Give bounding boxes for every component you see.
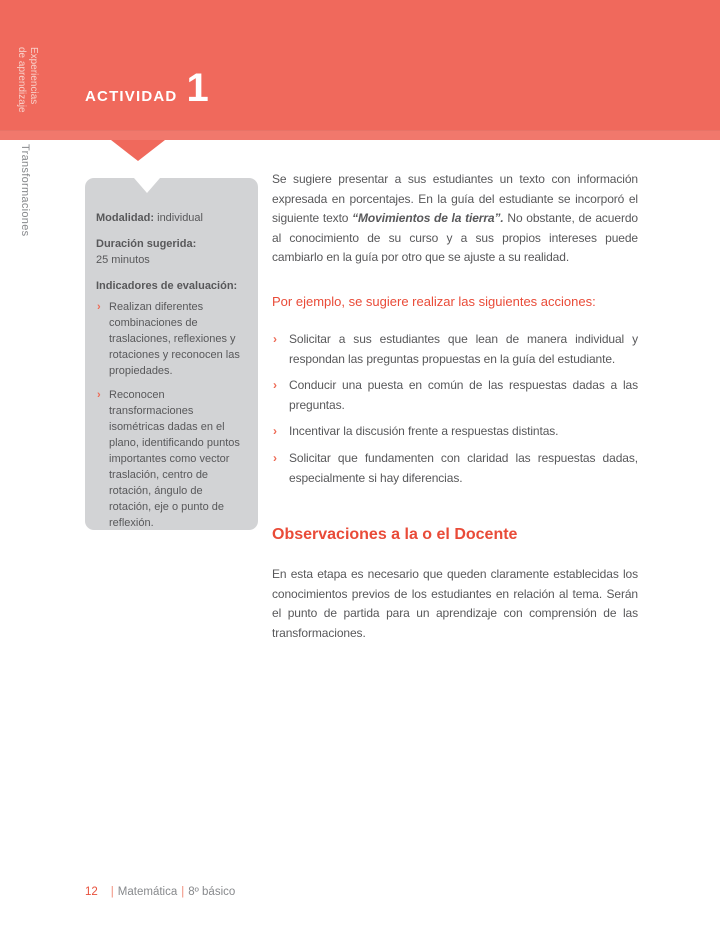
action-text: Conducir una puesta en común de las respuestas dadas a las preguntas. [289, 378, 638, 412]
modality-value: individual [157, 212, 203, 224]
action-text: Solicitar a sus estudiantes que lean de manera individual y respondan las preguntas propuestas en la guía del estudiante. [289, 332, 638, 366]
intro-text-before: Se sugiere presentar a sus estudiantes un texto con información expresada en porcentajes. En la guía del estudiante se incorporó el siguiente texto [272, 172, 638, 226]
action-item [272, 422, 638, 442]
indicator-text: Reconocen transformaciones isométricas dadas en el plano, identificando puntos importantes como vector traslación, centro de rotación, ángulo de rotación, eje o punto de reflexión. [109, 389, 240, 529]
activity-number: 1 [186, 66, 209, 110]
indicator-item [96, 387, 247, 531]
bullet-icon: › [273, 332, 277, 346]
header-ribbon-arrow-icon [111, 140, 165, 161]
spine-line-2: de aprendizaje [16, 47, 27, 113]
activity-label: ACTIVIDAD [85, 88, 178, 105]
spine-line-1: Experiencias [28, 47, 39, 105]
observations-paragraph: En esta etapa es necesario que queden claramente establecidas los conocimientos previos de los estudiantes en relación al tema. Serán el punto de partida para un aprendizaje con comprensión de las transformaciones. [272, 567, 638, 640]
footer-subject: Matemática [117, 886, 178, 898]
action-text: Incentivar la discusión frente a respuestas distintas. [289, 424, 559, 439]
footer-separator: | [181, 886, 185, 898]
activity-info-box [85, 178, 258, 530]
modality-row [96, 210, 247, 226]
activity-title [85, 68, 209, 108]
modality-label: Modalidad: [96, 212, 155, 224]
indicator-item [96, 299, 247, 379]
footer-grade: 8º básico [188, 886, 236, 898]
page-number: 12 [85, 886, 98, 898]
page-footer [85, 886, 235, 898]
intro-paragraph [272, 170, 638, 268]
action-item [272, 449, 638, 488]
indicator-text: Realizan diferentes combinaciones de traslaciones, reflexiones y rotaciones y reconocen las propiedades. [109, 301, 240, 377]
action-text: Solicitar que fundamenten con claridad las respuestas dadas, especialmente si hay diferencias. [289, 450, 638, 485]
footer-separator: | [110, 886, 114, 898]
duration-label: Duración sugerida: [96, 238, 197, 250]
spine-label-experiencias [15, 47, 39, 113]
intro-text-after: No obstante, de acuerdo al conocimiento de su curso y a sus propios intereses puede cambiarlo en la guía por otro que se ajuste a su realidad. [272, 211, 638, 265]
bullet-icon: › [97, 389, 101, 401]
bullet-icon: › [97, 301, 101, 313]
indicators-label: Indicadores de evaluación: [96, 280, 238, 292]
bullet-icon: › [273, 378, 277, 393]
spine-label-section: Transformaciones [19, 144, 31, 237]
duration-value: 25 minutos [96, 254, 150, 266]
header-band-accent-strip [0, 130, 720, 140]
indicators-list [96, 299, 247, 531]
bullet-icon: › [273, 450, 277, 465]
observations-heading: Observaciones a la o el Docente [272, 526, 518, 543]
actions-list [272, 330, 638, 495]
action-item [272, 376, 638, 415]
action-item [272, 330, 638, 369]
suggestion-heading: Por ejemplo, se sugiere realizar las siguientes acciones: [272, 294, 596, 309]
intro-quoted-title: “Movimientos de la tierra”. [352, 211, 504, 226]
duration-row [96, 236, 247, 268]
info-box-notch [134, 178, 160, 193]
bullet-icon: › [273, 424, 277, 439]
